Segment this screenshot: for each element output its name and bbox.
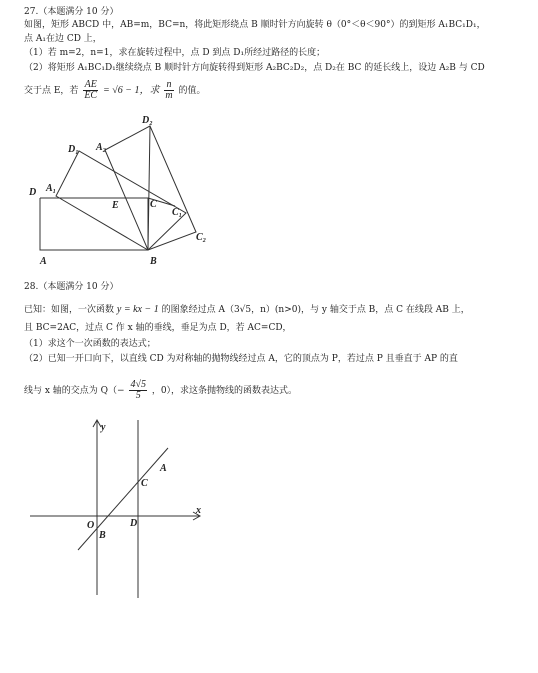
q27-label-d2: D₂: [142, 115, 153, 126]
q27-label-a2: A₂: [96, 142, 107, 153]
q27-label-b: B: [150, 256, 157, 267]
q27-line1: 如图，矩形 ABCD 中，AB=m，BC=n，将此矩形绕点 B 顺时针方向旋转 θ（0°＜θ＜90°）的到矩形 A₁BC₁D₁，: [24, 20, 486, 30]
q27-header: 27.（本题满分 10 分）: [24, 7, 119, 17]
q27-label-d: D: [29, 187, 37, 198]
q28-label-c: C: [141, 478, 148, 489]
q28-line1-post: 的图象经过点 A（3√5，n）(n>0)，与 y 轴交于点 B，点 C 在线段 AB 上，: [161, 305, 470, 315]
q28-header: 28.（本题满分 10 分）: [24, 282, 119, 292]
q28-label-o: O: [87, 520, 95, 531]
q27-frac-den: EC: [84, 90, 98, 101]
q28-line1-pre: 已知：如图，一次函数: [24, 305, 115, 315]
q27-line4: （2）将矩形 A₁BC₁D₁继续绕点 B 顺时针方向旋转得到矩形 A₂BC₂D₂，点 D₂在 BC 的延长线上，设边 A₂B 与 CD: [24, 63, 485, 73]
q28-label-b: B: [99, 530, 106, 541]
q27-label-a: A: [40, 256, 47, 267]
q27-label-e: E: [112, 200, 119, 211]
q28-line1-eq: y = kx − 1: [116, 304, 159, 315]
q28-frac-num: 4√5: [130, 379, 146, 390]
q27-label-d1: D₁: [68, 144, 79, 155]
q28-line5-pre: 线与 x 轴的交点为 Q（−: [24, 386, 125, 396]
q28-label-y: y: [101, 422, 106, 433]
q27-frac2-den: m: [165, 90, 173, 101]
q28-label-d: D: [130, 518, 138, 529]
q27-line5-post: 的值。: [178, 86, 206, 96]
q28-line4: （2）已知一开口向下，以直线 CD 为对称轴的抛物线经过点 A，它的顶点为 P，若过点 P 且垂直于 AP 的直: [24, 354, 458, 364]
q27-label-c2: C₂: [196, 232, 207, 243]
q27-line3: （1）若 m=2，n=1，求在旋转过程中，点 D 到点 D₁所经过路径的长度；: [24, 48, 326, 58]
q28-line2: 且 BC=2AC，过点 C 作 x 轴的垂线，垂足为点 D，若 AC=CD，: [24, 323, 292, 333]
q28-line3: （1）求这个一次函数的表达式；: [24, 339, 156, 349]
q27-label-c: C: [150, 199, 157, 210]
q28-frac-den: 5: [135, 390, 141, 401]
q27-frac2-num: n: [164, 80, 173, 91]
q28-label-a: A: [160, 463, 167, 474]
q27-line2: 点 A₁在边 CD 上，: [24, 34, 102, 44]
q27-label-a1: A₁: [46, 183, 57, 194]
q27-line5-eq: = √6 − 1，求: [102, 85, 160, 96]
q28-line-ab: [78, 448, 168, 550]
q27-line5-pre: 交于点 E，若: [24, 86, 79, 96]
q28-label-x: x: [196, 505, 201, 516]
q27-label-c1: C₁: [172, 207, 183, 218]
q27-frac-num: AE: [84, 79, 97, 90]
q28-line5-post: ，0），求这条抛物线的函数表达式。: [151, 386, 298, 396]
